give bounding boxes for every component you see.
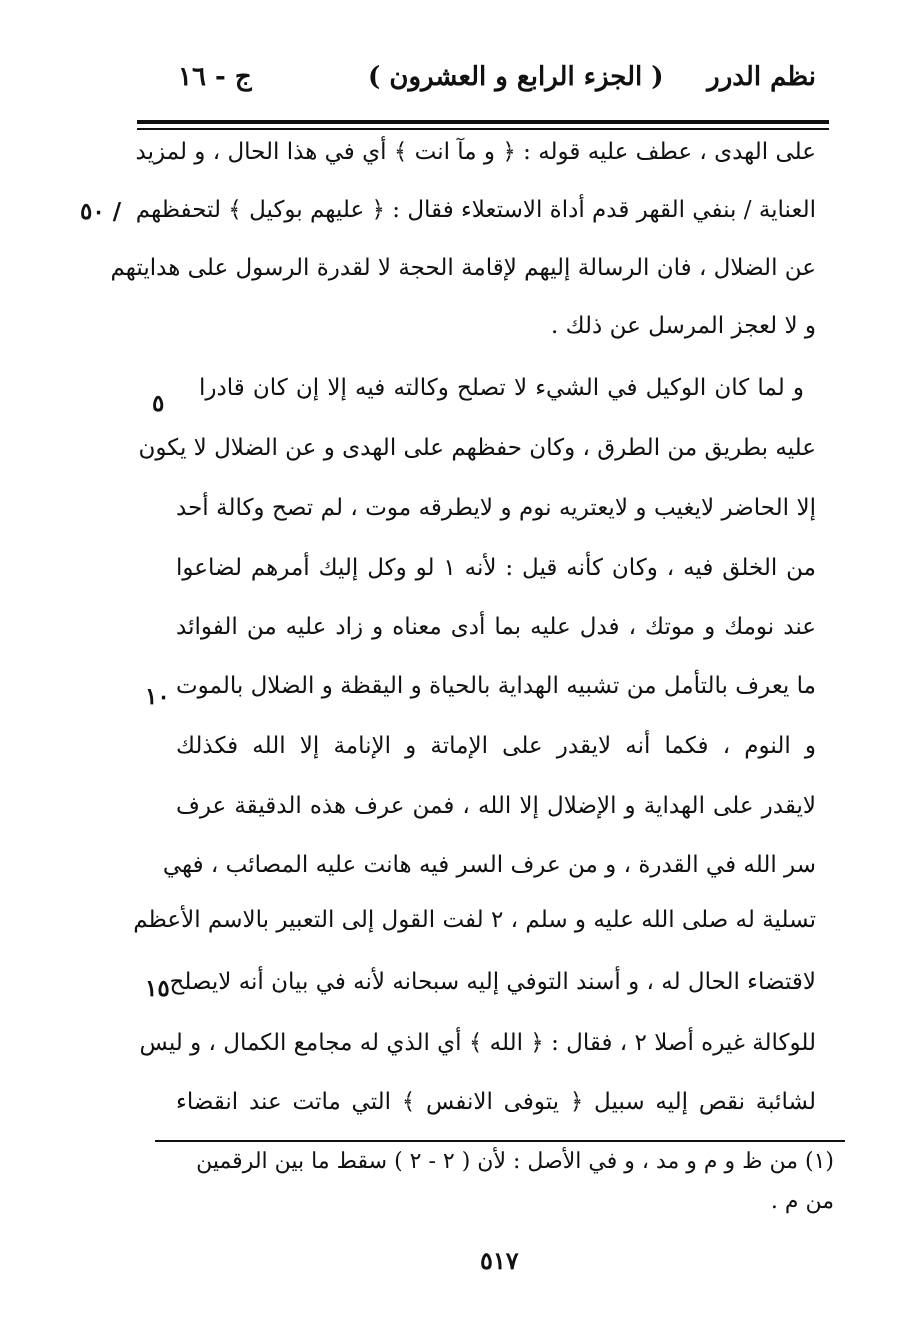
text-line-8: من الخلق فيه ، وكان كأنه قيل : لأنه ١ لو وكل إليك أمرهم لضاعوا [176, 555, 816, 581]
text-line-4: و لا لعجز المرسل عن ذلك . [551, 313, 816, 339]
book-title: نظم الدرر [707, 62, 816, 92]
text-line-6: عليه بطريق من الطرق ، وكان حفظهم على الهدى و عن الضلال لا يكون [138, 435, 816, 461]
line-number-10: ١٠ [145, 683, 170, 710]
text-line-17: لشائبة نقص إليه سبيل ﴿ يتوفى الانفس ﴾ التي ماتت عند انقضاء [176, 1089, 816, 1115]
header-rule-thick [137, 120, 829, 124]
volume-number: ج - ١٦ [178, 62, 252, 92]
text-line-7: إلا الحاضر لايغيب و لايعتريه نوم و لايطرقه موت ، لم تصح وكالة أحد [176, 495, 816, 521]
text-line-2: العناية / بنفي القهر قدم أداة الاستعلاء فقال : ﴿ عليهم بوكيل ﴾ لتحفظهم [135, 197, 816, 223]
footnote-line-2: من م . [770, 1189, 834, 1214]
text-line-11: و النوم ، فكما أنه لايقدر على الإماتة و الإنامة إلا الله فكذلك [176, 733, 816, 759]
header-rule-thin [137, 128, 829, 130]
folio-marker: ٥٠ / [80, 198, 122, 225]
line-number-15: ١٥ [145, 975, 170, 1002]
text-line-13: سر الله في القدرة ، و من عرف السر فيه هانت عليه المصائب ، فهي [162, 852, 816, 878]
part-title: ( الجزء الرابع و العشرون ) [368, 62, 664, 92]
text-line-16: للوكالة غيره أصلا ٢ ، فقال : ﴿ الله ﴾ أي الذي له مجامع الكمال ، و ليس [139, 1030, 816, 1056]
text-line-9: عند نومك و موتك ، فدل عليه بما أدى معناه و زاد عليه من الفوائد [176, 614, 816, 640]
text-line-1: على الهدى ، عطف عليه قوله : ﴿ و مآ انت ﴾ أي في هذا الحال ، و لمزيد [135, 139, 816, 165]
text-line-15: لاقتضاء الحال له ، و أسند التوفي إليه سبحانه لأنه في بيان أنه لايصلح [169, 969, 816, 995]
text-line-14: تسلية له صلى الله عليه و سلم ، ٢ لفت القول إلى التعبير بالاسم الأعظم [133, 907, 816, 933]
line-number-5: ٥ [152, 390, 165, 417]
footnote-line-1: (١) من ظ و م و مد ، و في الأصل : لأن ( ٢ - ٢ ) سقط ما بين الرقمين [196, 1149, 834, 1174]
text-line-3: عن الضلال ، فان الرسالة إليهم لإقامة الحجة لا لقدرة الرسول على هدايتهم [110, 255, 816, 281]
text-line-12: لايقدر على الهداية و الإضلال إلا الله ، فمن عرف هذه الدقيقة عرف [176, 793, 816, 819]
page-number: ٥١٧ [480, 1246, 519, 1275]
text-line-5: و لما كان الوكيل في الشيء لا تصلح وكالته فيه إلا إن كان قادرا [199, 375, 804, 401]
text-line-10: ما يعرف بالتأمل من تشبيه الهداية بالحياة و اليقظة و الضلال بالموت [176, 673, 816, 699]
